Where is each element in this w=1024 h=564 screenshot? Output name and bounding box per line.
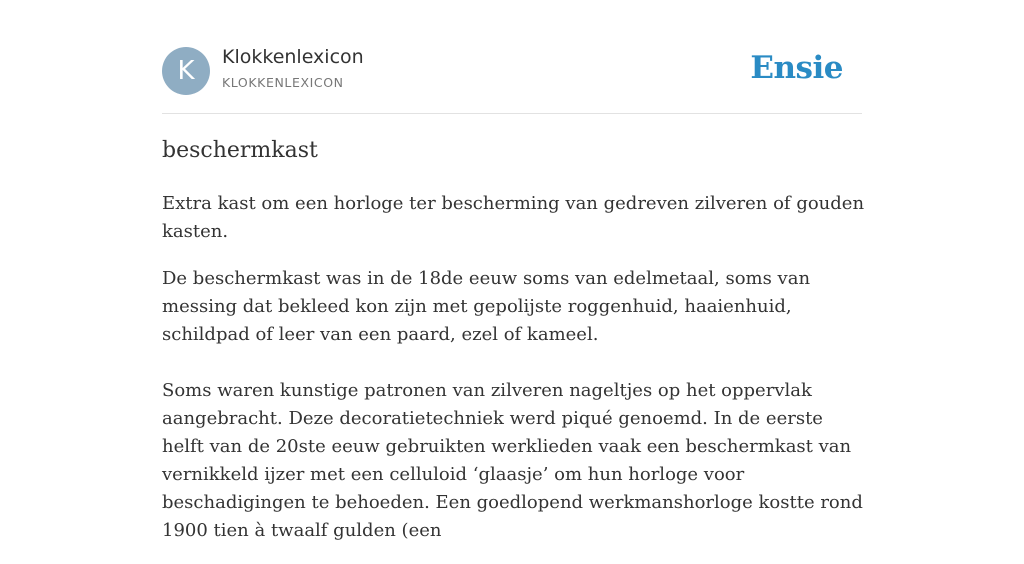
entry-body [162, 190, 867, 564]
header [162, 0, 862, 114]
entry-description: De beschermkast was in de 18de eeuw soms van edelmetaal, soms van messing dat bekleed kon zijn met gepolijste roggenhuid, haaienhuid, schildpad of leer van een paard, ezel of kameel. Soms waren kunstige patronen van zilveren nageltjes op het oppervlak aangebracht. Deze decoratietechniek werd piqué genoemd. In de eerste helft van de 20ste eeuw gebruikten werklieden vaak een beschermkast van vernikkeld ijzer met een celluloid ‘glaasje’ om hun horloge voor beschadigingen te behoeden. Een goedlopend werkmanshorloge kostte rond 1900 tien à twaalf gulden (een [162, 268, 863, 541]
ensie-logo[interactable]: Ensie [750, 50, 843, 86]
page [162, 0, 865, 541]
entry-definition: Extra kast om een horloge ter bescherming van gedreven zilveren of gouden kasten. [162, 193, 865, 242]
author-name[interactable]: Klokkenlexicon [222, 46, 364, 68]
avatar[interactable]: K [162, 47, 210, 95]
entry-term: beschermkast [162, 138, 318, 163]
author-handle[interactable]: KLOKKENLEXICON [222, 75, 344, 90]
